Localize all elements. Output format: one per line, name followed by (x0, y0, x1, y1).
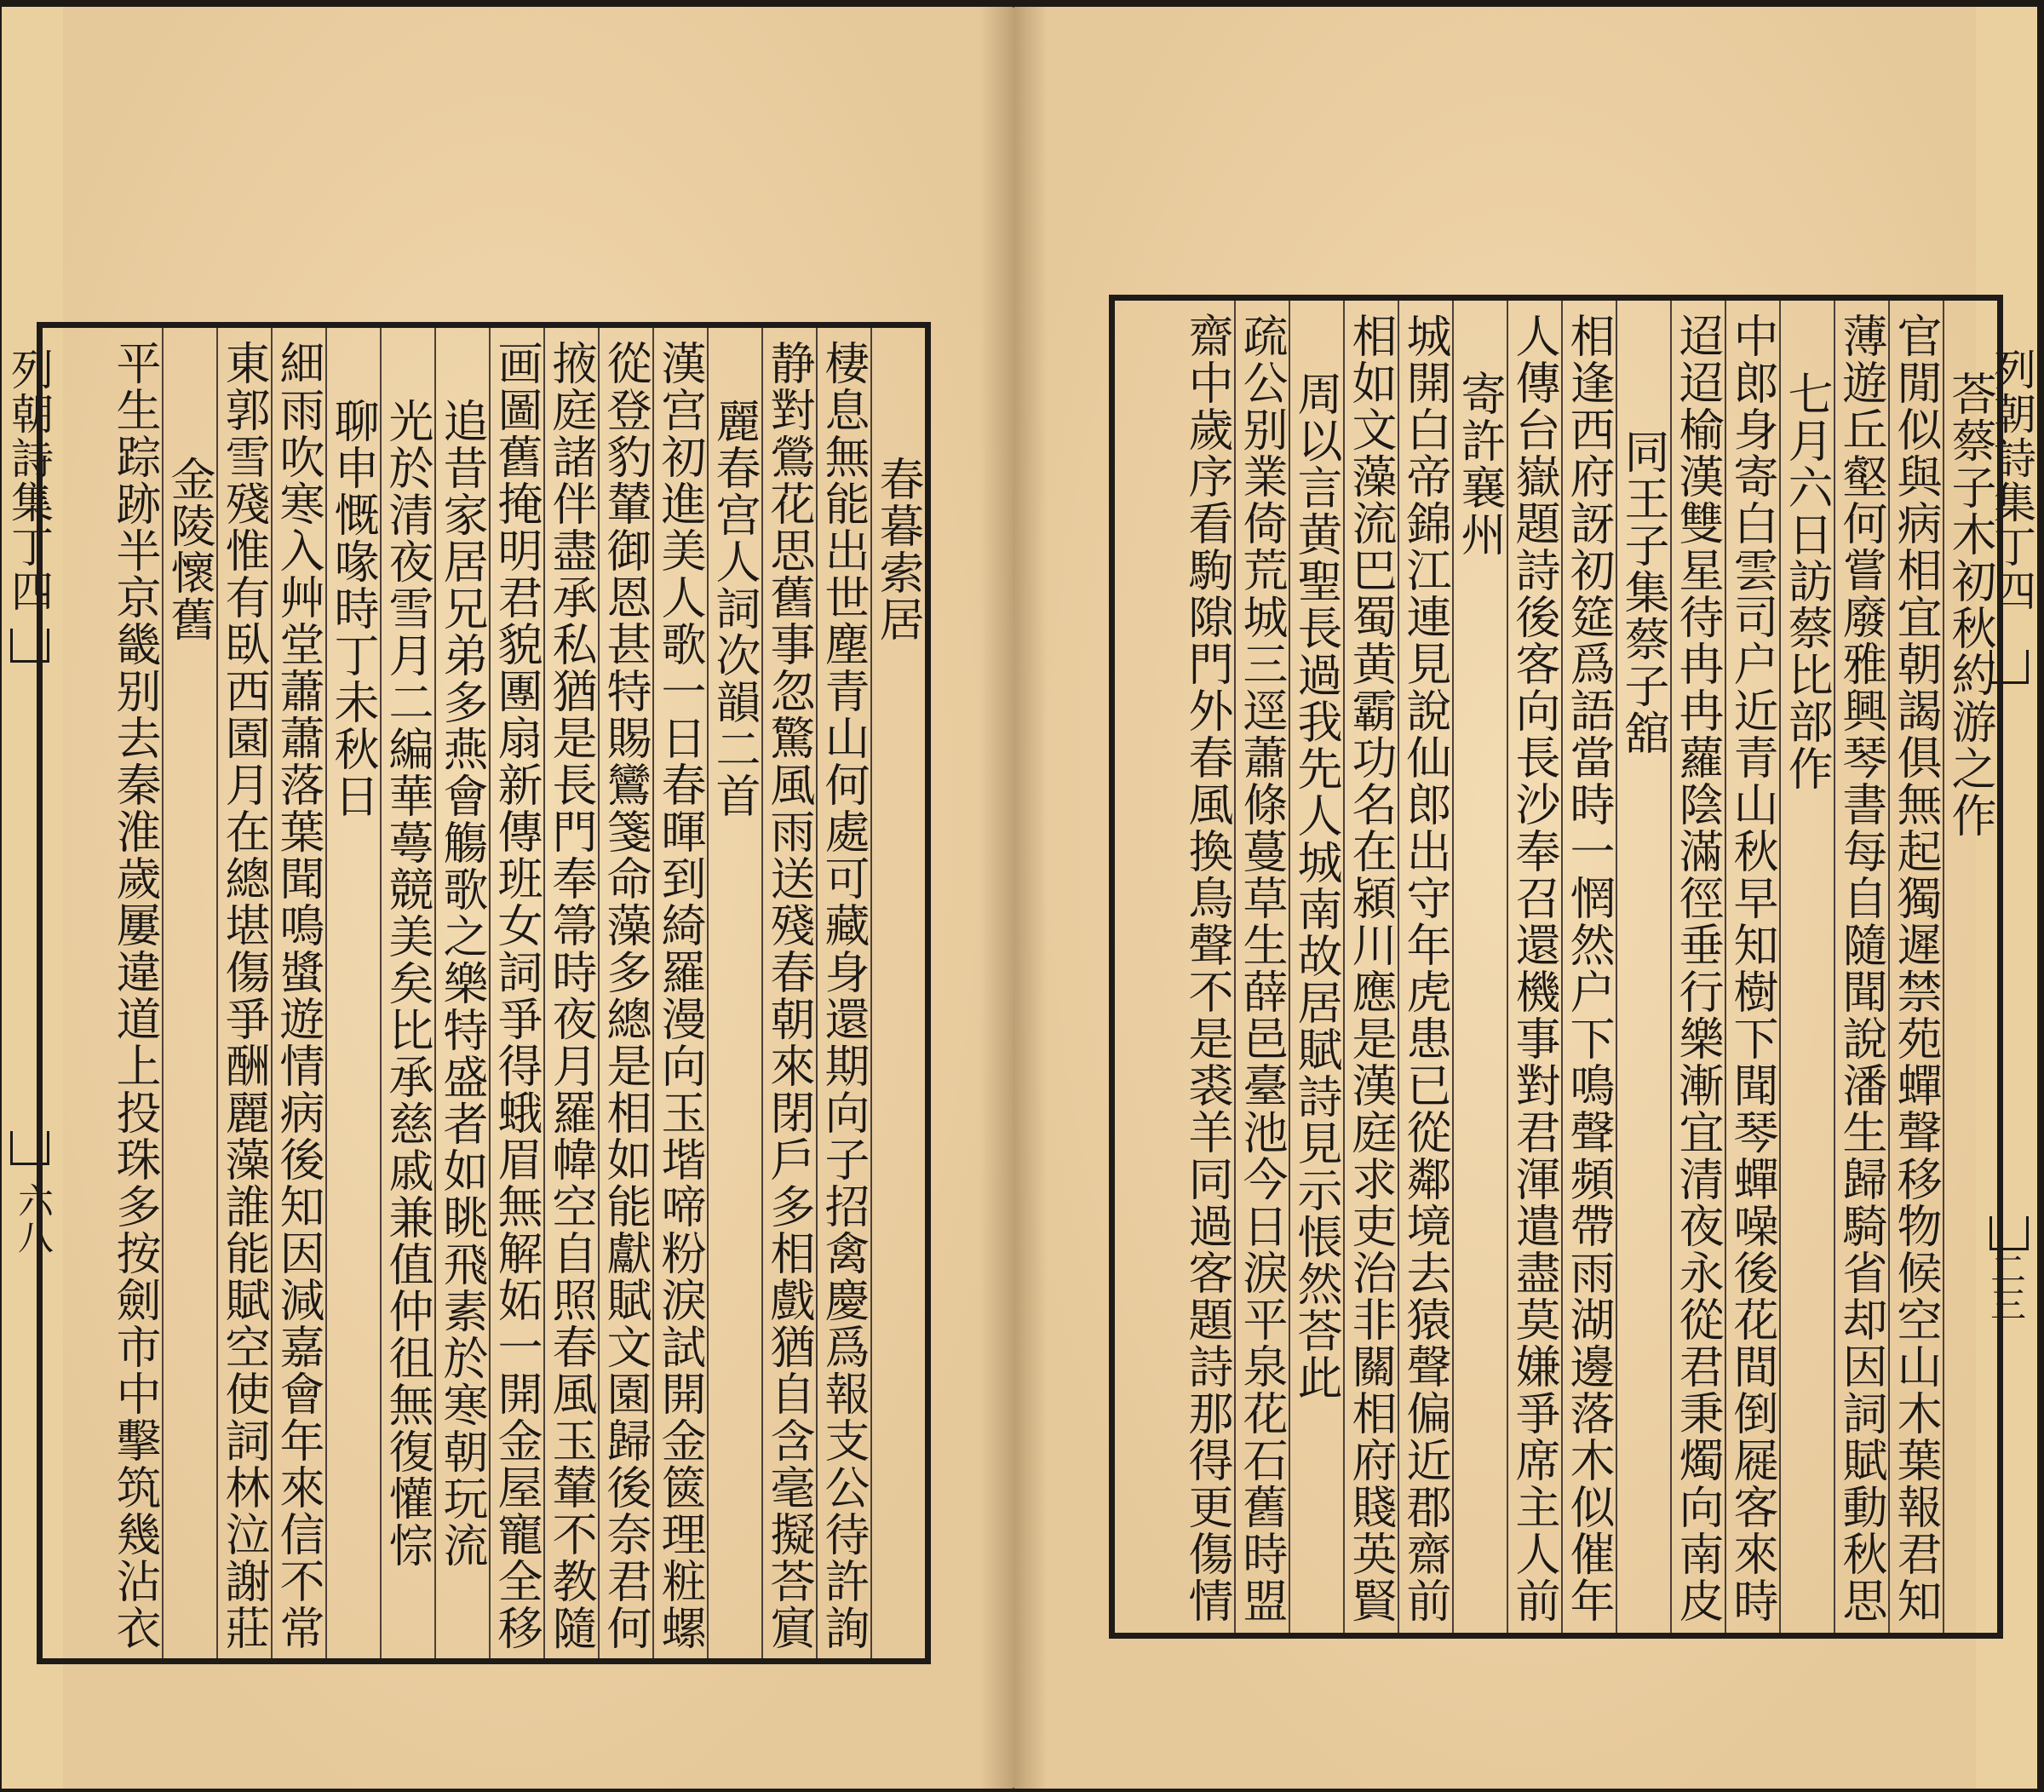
text-column: 人傳台嶽題詩後客向長沙奉召還機事對君渾遣盡莫嫌爭席主人前 (1507, 301, 1561, 1633)
right-folio-number: 二三 (1985, 1250, 2027, 1322)
left-gutter-shadow (979, 7, 1013, 1789)
left-folio-number: 六八 (13, 1182, 55, 1254)
text-column: 薄遊丘壑何嘗廢雅興琴書每自隨聞說潘生歸騎省却因詞賦動秋思 (1834, 301, 1888, 1633)
text-column: 平生踪跡半京畿别去秦淮歲屢違道上投珠多按劍市中擊筑幾沾衣 (109, 340, 161, 1651)
text-column: 七月六日訪蔡比部作 (1779, 301, 1834, 1633)
text-column: 光於清夜雪月二編華蕚競美矣比承慈戚兼值仲徂無復懽悰 (380, 328, 434, 1658)
text-column: 追昔家居兄弟多燕會觴歌之樂特盛者如眺飛素於寒朝玩流 (434, 328, 489, 1658)
text-column: 相逢西府訝初筵爲語當時一惘然户下鳴聲頻帶雨湖邊落木似催年 (1561, 301, 1616, 1633)
text-column: 棲息無能出世塵青山何處可藏身還期向子招禽慶爲報支公待許詢 (816, 328, 870, 1658)
right-banxin-title: 列朝詩集丁四 (1987, 347, 2036, 613)
text-column: 齋中歲序看駒隙門外春風換鳥聲不是裘羊同過客題詩那得更傷情 (1181, 313, 1233, 1624)
text-column: 金陵懷舊 (162, 328, 216, 1658)
text-column: 画圖舊掩明君貌團扇新傳班女詞爭得蛾眉無解妬一開金屋寵全移 (489, 328, 543, 1658)
left-text-columns (43, 328, 925, 1658)
left-text-frame (37, 322, 931, 1664)
text-column: 細雨吹寒入艸堂蕭蕭落葉聞鳴螿遊情病後知因減嘉會年來信不常 (271, 328, 325, 1658)
text-column: 疏公别業倚荒城三逕蕭條蔓草生薛邑臺池今日淚平泉花石舊時盟 (1234, 301, 1289, 1633)
text-column: 迢迢榆漢雙星待冉冉蘿陰滿徑垂行樂漸宜清夜永從君秉燭向南皮 (1670, 301, 1725, 1633)
text-column: 官閒似與病相宜朝謁俱無起獨遲禁苑蟬聲移物候空山木葉報君知 (1888, 301, 1943, 1633)
left-page (4, 7, 1013, 1789)
text-column: 掖庭諸伴盡承私猶是長門奉箒時夜月羅幃空自照春風玉輦不教隨 (543, 328, 598, 1658)
text-column: 同王子集蔡子舘 (1616, 301, 1670, 1633)
text-column: 寄許襄州 (1452, 301, 1507, 1633)
text-column: 静對鶯花思舊事忽驚風雨送殘春朝來閉戶多相戲猶自含毫擬荅賔 (761, 328, 816, 1658)
text-column: 周以言黄聖長過我先人城南故居賦詩見示悵然荅此 (1289, 301, 1343, 1633)
text-column: 中郎身寄白雲司户近青山秋早知樹下聞琴蟬噪後花間倒屣客來時 (1725, 301, 1779, 1633)
text-column: 荅蔡子木初秋約游之作 (1943, 301, 1997, 1633)
text-column: 聊申慨喙時丁未秋日 (325, 328, 380, 1658)
right-text-columns (1115, 301, 1997, 1633)
text-column: 春暮索居 (870, 328, 925, 1658)
text-column: 從登豹輦御恩甚特賜鸞箋命藻多總是相如能獻賦文園歸後奈君何 (598, 328, 652, 1658)
text-column: 東郭雪殘惟有臥西園月在總堪傷爭酬麗藻誰能賦空使詞林泣謝莊 (216, 328, 271, 1658)
right-page (1013, 7, 2036, 1789)
right-text-frame (1109, 295, 2003, 1639)
left-banxin-title: 列朝詩集丁四 (4, 347, 54, 613)
text-column: 漢宫初進美人歌一日春暉到綺羅漫向玉堦啼粉淚試開金篋理粧螺 (652, 328, 707, 1658)
right-gutter-shadow (1013, 7, 1048, 1789)
text-column: 麗春宫人詞次韻二首 (707, 328, 761, 1658)
text-column: 相如文藻流巴蜀黄霸功名在潁川應是漢庭求吏治非關相府賤英賢 (1343, 301, 1398, 1633)
text-column: 城開白帝錦江連見說仙郎出守年虎患已從鄰境去猿聲偏近郡齋前 (1398, 301, 1452, 1633)
